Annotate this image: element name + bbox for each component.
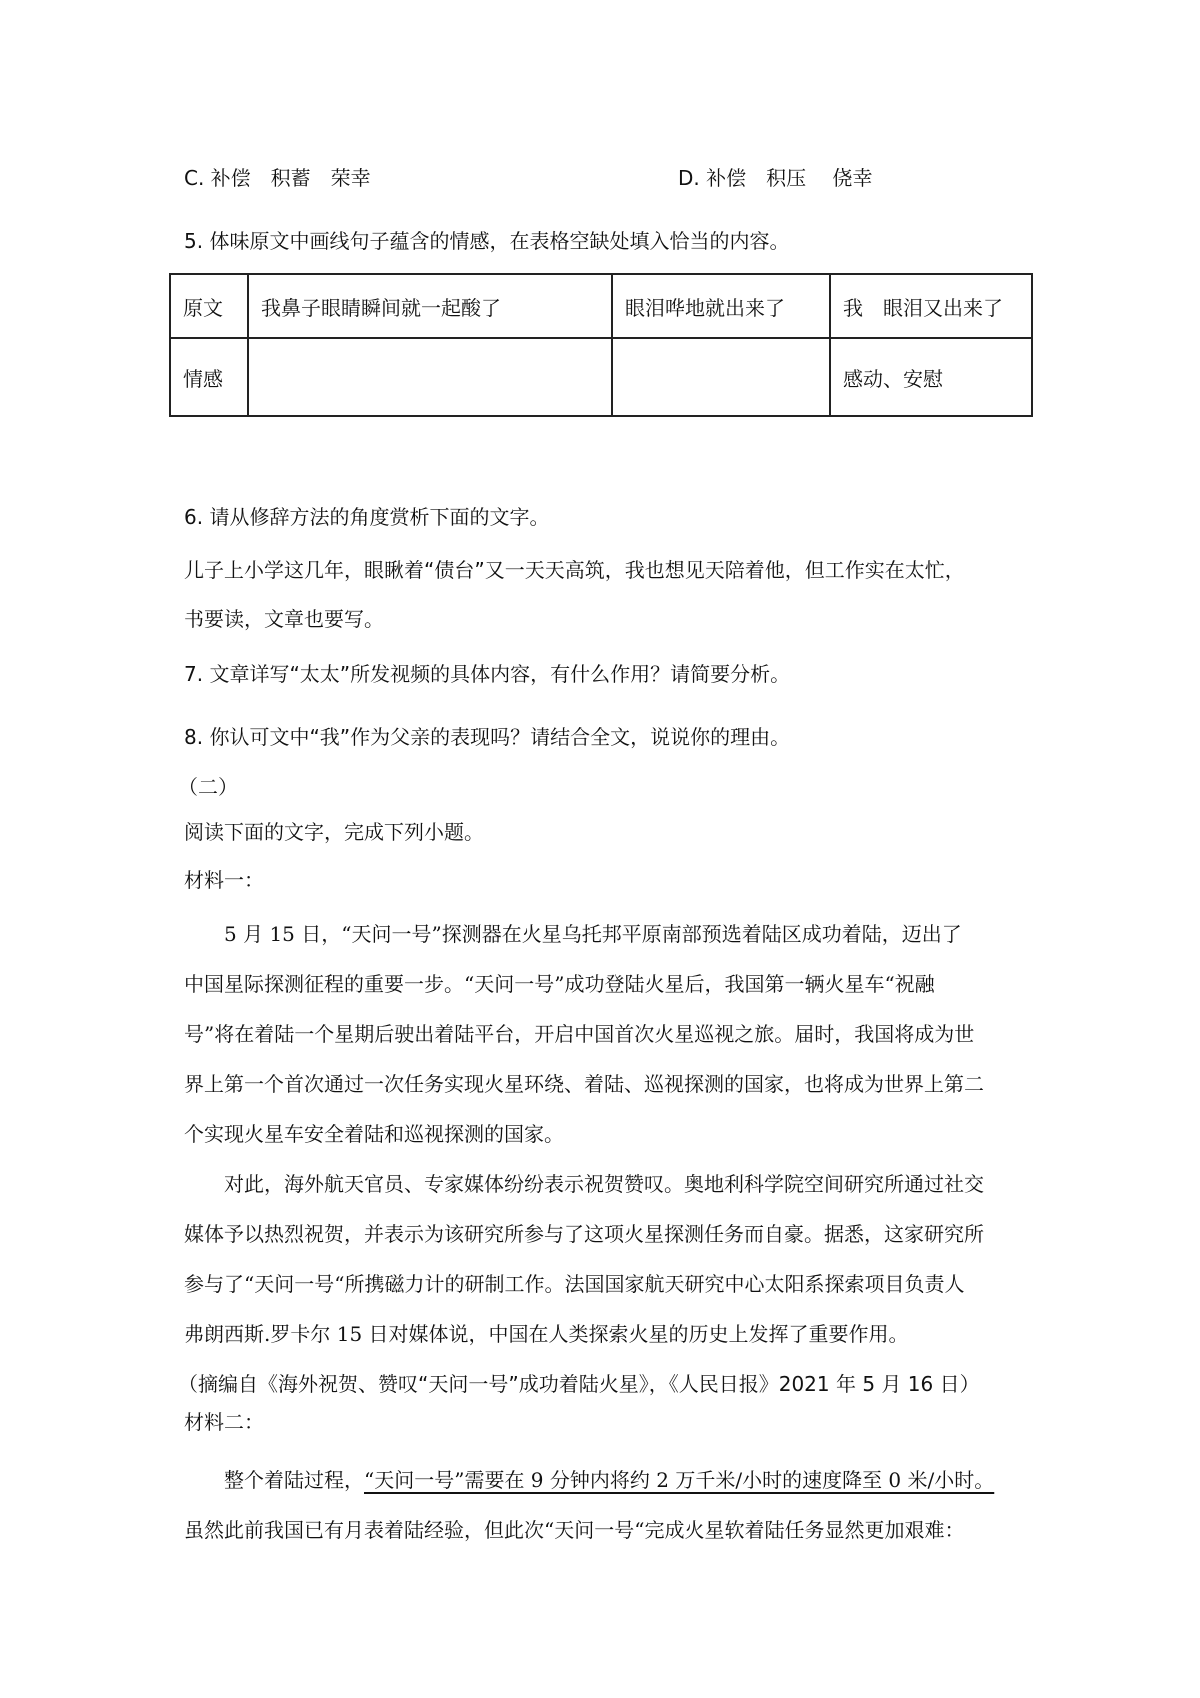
table-row xyxy=(170,338,1032,416)
material-1-line: 5 月 15 日，“天问一号”探测器在火星乌托邦平原南部预选着陆区成功着陆，迈出了 xyxy=(184,922,962,946)
material-2-line-1 xyxy=(184,1466,994,1494)
material-1-line: 中国星际探测征程的重要一步。“天问一号”成功登陆火星后，我国第一辆火星车“祝融 xyxy=(184,972,935,996)
table-cell: 我鼻子眼睛瞬间就一起酸了 xyxy=(248,274,612,338)
material-1-line: 媒体予以热烈祝贺，并表示为该研究所参与了这项火星探测任务而自豪。据悉，这家研究所 xyxy=(184,1222,984,1246)
q6-quote-line-2: 书要读，文章也要写。 xyxy=(184,607,384,631)
option-c: C. 补偿 积蓄 荣幸 xyxy=(184,166,371,190)
question-6: 6. 请从修辞方法的角度赏析下面的文字。 xyxy=(184,505,550,529)
q6-quote-line-1: 儿子上小学这几年，眼瞅着“债台”又一天天高筑，我也想见天陪着他，但工作实在太忙， xyxy=(184,558,965,582)
material-2-line-2: 虽然此前我国已有月表着陆经验，但此次“天问一号“完成火星软着陆任务显然更加艰难： xyxy=(184,1518,965,1542)
question-7: 7. 文章详写“太太”所发视频的具体内容，有什么作用？请简要分析。 xyxy=(184,662,791,686)
material-1-line: 弗朗西斯.罗卡尔 15 日对媒体说，中国在人类探索火星的历史上发挥了重要作用。 xyxy=(184,1322,909,1346)
material-2-prefix: 整个着陆过程， xyxy=(184,1468,364,1492)
table-cell-blank xyxy=(248,338,612,416)
material-1-line: 对此，海外航天官员、专家媒体纷纷表示祝贺赞叹。奥地利科学院空间研究所通过社交 xyxy=(184,1172,984,1196)
material-1-line: 界上第一个首次通过一次任务实现火星环绕、着陆、巡视探测的国家，也将成为世界上第二 xyxy=(184,1072,984,1096)
material-1-line: 个实现火星车安全着陆和巡视探测的国家。 xyxy=(184,1122,564,1146)
material-1-source: （摘编自《海外祝贺、赞叹“天问一号”成功着陆火星》，《人民日报》2021 年 5 月 16 日） xyxy=(178,1372,980,1396)
option-d: D. 补偿 积压 侥幸 xyxy=(678,166,873,190)
reading-instruction: 阅读下面的文字，完成下列小题。 xyxy=(184,820,484,844)
question-5: 5. 体味原文中画线句子蕴含的情感，在表格空缺处填入恰当的内容。 xyxy=(184,229,790,253)
table-header-original: 原文 xyxy=(170,274,248,338)
table-cell: 我 眼泪又出来了 xyxy=(830,274,1032,338)
table-cell: 眼泪哗地就出来了 xyxy=(612,274,830,338)
table-row xyxy=(170,274,1032,338)
underlined-sentence: “天问一号”需要在 9 分钟内将约 2 万千米/小时的速度降至 0 米/小时。 xyxy=(364,1468,995,1492)
material-1-label: 材料一： xyxy=(184,868,264,892)
table-cell-blank xyxy=(612,338,830,416)
table-header-emotion: 情感 xyxy=(170,338,248,416)
emotion-table xyxy=(169,273,1033,417)
material-2-label: 材料二： xyxy=(184,1410,264,1434)
material-1-line: 号”将在着陆一个星期后驶出着陆平台，开启中国首次火星巡视之旅。届时，我国将成为世 xyxy=(184,1022,975,1046)
material-1-line: 参与了“天问一号“所携磁力计的研制工作。法国国家航天研究中心太阳系探索项目负责人 xyxy=(184,1272,965,1296)
section-heading: （二） xyxy=(178,775,238,799)
table-cell: 感动、安慰 xyxy=(830,338,1032,416)
question-8: 8. 你认可文中“我”作为父亲的表现吗？请结合全文，说说你的理由。 xyxy=(184,725,791,749)
